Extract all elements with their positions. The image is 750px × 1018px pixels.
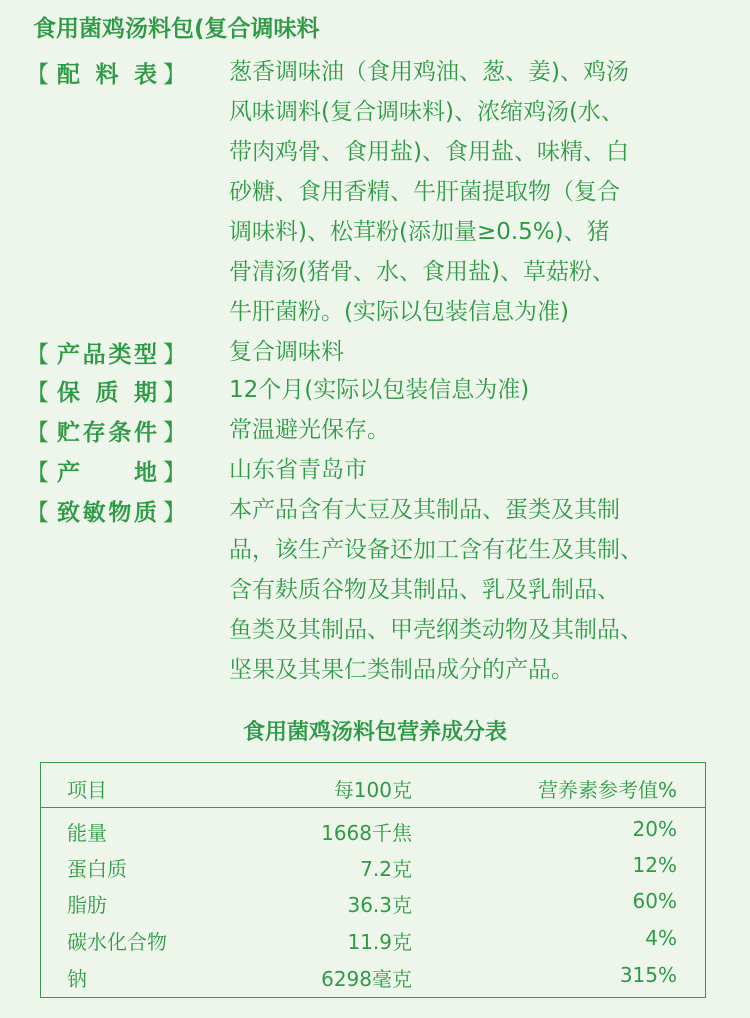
spec-label bbox=[26, 450, 186, 490]
spec-value-line: 品，该生产设备还加工含有花生及其制、 bbox=[229, 537, 643, 563]
spec-label-char: 产 bbox=[57, 341, 80, 368]
spec-value-line: 带肉鸡骨、食用盐)、食用盐、味精、白 bbox=[229, 139, 629, 165]
spec-label bbox=[26, 490, 186, 530]
spec-label bbox=[26, 52, 186, 92]
bracket-open: 【 bbox=[26, 499, 49, 526]
nutrient-nrv: 20% bbox=[632, 817, 677, 841]
spec-label-char: 类 bbox=[108, 341, 132, 368]
spec-label bbox=[26, 410, 186, 450]
spec-value-line: 砂糖、食用香精、牛肝菌提取物（复合 bbox=[229, 179, 620, 205]
spec-value bbox=[229, 450, 709, 490]
header-item: 项目 bbox=[67, 778, 107, 802]
nutrient-nrv: 4% bbox=[645, 926, 677, 950]
spec-label-char: 质 bbox=[95, 379, 119, 406]
nutrient-nrv: 315% bbox=[619, 963, 677, 987]
spec-value bbox=[229, 52, 709, 332]
spec-value-line: 山东省青岛市 bbox=[229, 457, 367, 483]
spec-value-line: 风味调料(复合调味料)、浓缩鸡汤(水、 bbox=[229, 99, 624, 125]
spec-label-char: 地 bbox=[134, 459, 157, 486]
nutrient-amount: 11.9克 bbox=[347, 930, 412, 954]
bracket-close: 】 bbox=[163, 379, 186, 406]
spec-label-char: 存 bbox=[82, 419, 106, 446]
spec-value bbox=[229, 410, 709, 450]
product-title: 食用菌鸡汤料包(复合调味料 bbox=[33, 16, 320, 42]
spec-value-line: 调味料)、松茸粉(添加量≥0.5%)、猪 bbox=[229, 219, 610, 245]
bracket-open: 【 bbox=[26, 459, 49, 486]
header-per-100g: 每100克 bbox=[333, 778, 412, 802]
spec-label-char: 条 bbox=[108, 419, 132, 446]
nutrient-name: 蛋白质 bbox=[67, 857, 127, 881]
nutrition-row bbox=[41, 926, 705, 962]
nutrient-name: 脂肪 bbox=[67, 893, 107, 917]
spec-label bbox=[26, 370, 186, 410]
bracket-close: 】 bbox=[163, 419, 186, 446]
spec-label-char: 型 bbox=[133, 341, 157, 368]
spec-label-char: 品 bbox=[82, 341, 106, 368]
spec-label-char: 产 bbox=[57, 459, 80, 486]
spec-label-char: 件 bbox=[133, 419, 157, 446]
nutrition-row bbox=[41, 817, 705, 853]
nutrition-row bbox=[41, 853, 705, 889]
spec-value bbox=[229, 370, 709, 410]
bracket-open: 【 bbox=[26, 341, 49, 368]
nutrient-name: 钠 bbox=[67, 967, 87, 991]
nutrition-title: 食用菌鸡汤料包营养成分表 bbox=[242, 720, 507, 745]
spec-label-char: 表 bbox=[134, 61, 157, 88]
spec-label-char: 保 bbox=[57, 379, 80, 406]
spec-value-line: 12个月(实际以包装信息为准) bbox=[229, 377, 530, 403]
nutrient-nrv: 60% bbox=[632, 889, 677, 913]
bracket-close: 】 bbox=[163, 459, 186, 486]
spec-label-char: 料 bbox=[95, 61, 119, 88]
spec-value-line: 本产品含有大豆及其制品、蛋类及其制 bbox=[229, 497, 620, 523]
nutrient-amount: 6298毫克 bbox=[321, 967, 412, 991]
spec-value-line: 常温避光保存。 bbox=[229, 417, 390, 443]
nutrient-amount: 7.2克 bbox=[360, 857, 412, 881]
nutrition-row bbox=[41, 963, 705, 999]
bracket-close: 】 bbox=[163, 341, 186, 368]
spec-value-line: 骨清汤(猪骨、水、食用盐)、草菇粉、 bbox=[229, 259, 615, 285]
nutrient-name: 能量 bbox=[67, 821, 107, 845]
spec-value-line: 牛肝菌粉。(实际以包装信息为准) bbox=[229, 299, 569, 325]
nutrition-row bbox=[41, 889, 705, 925]
header-nrv: 营养素参考值% bbox=[537, 778, 677, 802]
bracket-close: 】 bbox=[163, 61, 186, 88]
spec-value-line: 含有麸质谷物及其制品、乳及乳制品、 bbox=[229, 577, 620, 603]
spec-value-line: 鱼类及其制品、甲壳纲类动物及其制品、 bbox=[229, 617, 643, 643]
spec-value bbox=[229, 490, 709, 690]
nutrient-amount: 36.3克 bbox=[347, 893, 412, 917]
nutrition-table bbox=[40, 762, 706, 998]
nutrient-name: 碳水化合物 bbox=[67, 930, 167, 954]
spec-label-char: 期 bbox=[134, 379, 157, 406]
bracket-open: 【 bbox=[26, 379, 49, 406]
bracket-close: 】 bbox=[163, 499, 186, 526]
spec-label bbox=[26, 332, 186, 372]
spec-label-char: 贮 bbox=[57, 419, 80, 446]
nutrition-header-row bbox=[41, 763, 705, 808]
spec-value-line: 坚果及其果仁类制品成分的产品。 bbox=[229, 657, 574, 683]
bracket-open: 【 bbox=[26, 419, 49, 446]
spec-label-char: 配 bbox=[57, 61, 80, 88]
spec-value-line: 葱香调味油（食用鸡油、葱、姜)、鸡汤 bbox=[229, 59, 629, 85]
spec-value bbox=[229, 332, 709, 372]
nutrient-nrv: 12% bbox=[632, 853, 677, 877]
bracket-open: 【 bbox=[26, 61, 49, 88]
nutrient-amount: 1668千焦 bbox=[321, 821, 412, 845]
spec-label-char: 敏 bbox=[82, 499, 106, 526]
spec-value-line: 复合调味料 bbox=[229, 339, 344, 365]
spec-label-char: 质 bbox=[133, 499, 157, 526]
spec-label-char: 物 bbox=[108, 499, 132, 526]
spec-label-char: 致 bbox=[57, 499, 80, 526]
